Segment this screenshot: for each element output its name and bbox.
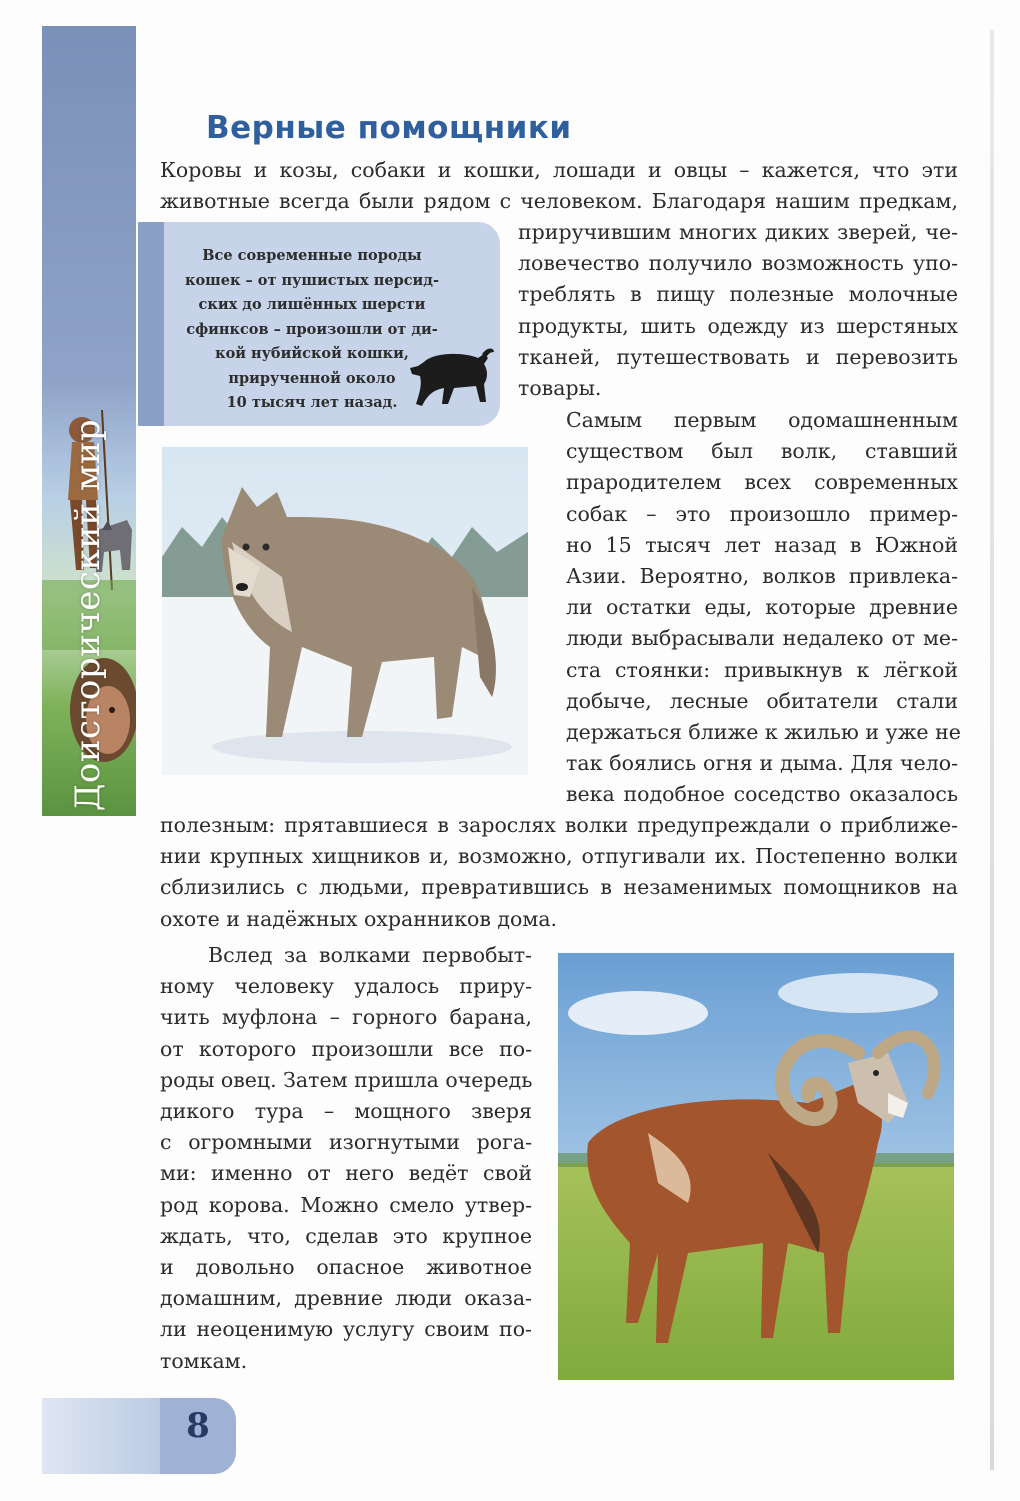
text-line: но 15 тысяч лет назад в Южной — [566, 532, 958, 557]
paragraph-wolf-continued — [160, 810, 958, 935]
text-line: держаться ближе к жилью и уже не — [566, 720, 961, 745]
text-line: томкам. — [160, 1348, 248, 1373]
fact-box-bar — [138, 222, 164, 426]
text-line: ли остатки еды, которые древние — [566, 595, 958, 620]
text-line: так боялись огня и дыма. Для чело- — [566, 751, 958, 776]
text-line: существом был волк, ставший — [566, 439, 958, 464]
text-line: полезным: прятавшиеся в зарослях волки предупреждали о приближе- — [160, 813, 958, 837]
text-line: приручившим многих диких зверей, че- — [518, 220, 958, 244]
fact-line: кой нубийской кошки, — [215, 345, 409, 362]
text-line: люди выбрасывали недалеко от ме- — [566, 626, 958, 651]
page-number: 8 — [186, 1406, 210, 1446]
aurochs-silhouette-icon — [404, 344, 498, 416]
text-line: нии крупных хищников и, возможно, отпугивали их. Постепенно волки — [160, 844, 958, 869]
text-line: продукты, шить одежду из шерстяных — [518, 313, 958, 338]
text-line: добыче, лесные обитатели стали — [566, 688, 958, 713]
fact-line: кошек – от пушистых персид- — [185, 271, 439, 289]
section-heading: Верные помощники — [206, 110, 572, 146]
text-line: домашним, древние люди оказа- — [160, 1286, 532, 1311]
text-line: века подобное соседство оказалось — [566, 782, 958, 807]
text-line: от которого произошли все по- — [160, 1036, 532, 1061]
text-line: и довольно опасное животное — [160, 1255, 532, 1280]
fact-box-text — [182, 244, 442, 416]
text-line: прародителем всех современных — [566, 470, 958, 495]
text-line: Коровы и козы, собаки и кошки, лошади и овцы – кажется, что эти — [160, 158, 958, 182]
text-line: тканей, путешествовать и перевозить — [518, 344, 958, 369]
text-line: род корова. Можно смело утвер- — [160, 1192, 532, 1217]
paragraph-intro-column — [518, 217, 958, 404]
text-line: ми: именно от него ведёт свой — [160, 1161, 532, 1186]
text-line: Самым первым одомашненным — [566, 408, 958, 432]
wolf-illustration — [162, 447, 528, 775]
fact-line: ских до лишённых шерсти — [198, 296, 426, 313]
text-line: сблизились с людьми, превратившись в незаменимых помощников на — [160, 875, 958, 900]
paragraph-mouflon-column — [160, 940, 532, 1377]
text-line: дикого тура – мощного зверя — [160, 1099, 532, 1124]
paragraph-intro-top — [160, 155, 958, 217]
chapter-title — [48, 420, 128, 810]
text-line: ли неоценимую услугу своим по- — [160, 1317, 532, 1342]
text-line: треблять в пищу полезные молочные — [518, 282, 958, 307]
fact-line: 10 тысяч лет назад. — [226, 394, 398, 411]
text-line: ста стоянки: привыкнув к лёгкой — [566, 657, 958, 682]
text-line: собак – это произошло пример- — [566, 501, 958, 526]
text-line: ждать, что, сделав это крупное — [160, 1223, 532, 1248]
text-line: с огромными изогнутыми рога- — [160, 1130, 532, 1155]
paragraph-wolf-column — [566, 405, 961, 811]
footer-band — [42, 1398, 160, 1474]
text-line: охоте и надёжных охранников дома. — [160, 906, 558, 931]
mouflon-illustration — [558, 953, 954, 1380]
text-line: ному человеку удалось приру- — [160, 974, 532, 999]
chapter-title-text: Доисторический мир — [68, 418, 109, 812]
text-line: животные всегда были рядом с человеком. Благодаря нашим предкам, — [160, 189, 958, 214]
page-edge — [990, 30, 994, 1470]
text-line: ловечество получило возможность упо- — [518, 251, 958, 276]
fact-line: сфинксов – произошли от ди- — [186, 320, 438, 338]
text-line: роды овец. Затем пришла очередь — [160, 1067, 533, 1092]
text-line: Вслед за волками первобыт- — [208, 943, 532, 967]
text-line: Азии. Вероятно, волков привлека- — [566, 564, 958, 589]
fact-line: прирученной около — [228, 369, 396, 387]
text-line: чить муфлона – горного барана, — [160, 1005, 532, 1030]
fact-line: Все современные породы — [202, 247, 422, 264]
text-line: товары. — [518, 376, 602, 401]
